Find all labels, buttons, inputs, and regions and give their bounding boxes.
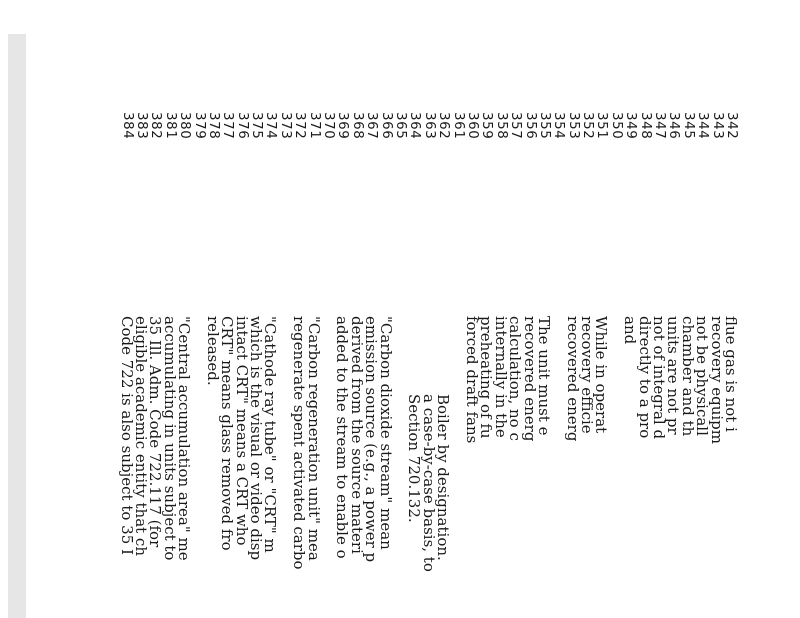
- line-number: 359: [479, 112, 495, 140]
- line-number: 375: [249, 112, 265, 140]
- line-number: 362: [436, 112, 452, 140]
- text-line: calculation, no c: [506, 316, 525, 441]
- line-number: 372: [292, 112, 308, 140]
- line-number: 346: [666, 112, 682, 140]
- text-line: forced draft fans: [462, 316, 481, 444]
- line-number: 343: [709, 112, 725, 140]
- line-number: 355: [536, 112, 552, 140]
- line-number: 379: [191, 112, 207, 140]
- line-number: 358: [493, 112, 509, 140]
- document-text-column: [119, 316, 738, 572]
- line-number: 344: [695, 112, 711, 140]
- text-line: derived from the source materi: [347, 316, 366, 554]
- text-line: internally in the: [491, 316, 510, 438]
- text-line: accumulating in units subject to: [160, 316, 179, 561]
- text-line: Section 720.132.: [405, 394, 424, 523]
- line-number: 360: [464, 112, 480, 140]
- line-number: 357: [508, 112, 524, 140]
- line-number: 382: [148, 112, 164, 140]
- line-number: 376: [234, 112, 250, 140]
- line-number: 351: [594, 112, 610, 140]
- text-line: added to the stream to enable o: [333, 316, 352, 559]
- text-line: a case-by-case basis, to: [419, 394, 438, 572]
- line-number: 353: [565, 112, 581, 140]
- line-number: 354: [551, 112, 567, 140]
- line-number: 381: [162, 112, 178, 140]
- text-line: "Carbon regeneration unit" mea: [304, 316, 323, 561]
- line-number-column: [119, 112, 738, 139]
- text-line: Code 722 is also subject to 35 I: [117, 316, 136, 555]
- line-number: 350: [608, 112, 624, 140]
- line-number: 352: [580, 112, 596, 140]
- text-line: CRT" means glass removed fro: [218, 316, 237, 551]
- text-line: chamber and th: [678, 316, 697, 437]
- text-line: recovery equipm: [707, 316, 726, 445]
- text-line: released.: [203, 316, 222, 386]
- line-number: 377: [220, 112, 236, 140]
- text-line: directly to a pro: [635, 316, 654, 439]
- text-line: preheating of fu: [477, 316, 496, 439]
- text-line: eligible academic entity that ch: [131, 316, 150, 556]
- line-number: 345: [680, 112, 696, 140]
- text-line: recovered energ: [563, 316, 582, 442]
- text-line: not of integral d: [650, 316, 669, 440]
- line-number: 348: [637, 112, 653, 140]
- line-number: 383: [133, 112, 149, 140]
- text-line: 35 Ill. Adm. Code 722.117 (for: [146, 316, 165, 548]
- text-line: Boiler by designation.: [434, 394, 453, 561]
- line-number: 370: [321, 112, 337, 140]
- line-number: 371: [306, 112, 322, 140]
- text-line: "Carbon dioxide stream" mean: [376, 316, 395, 550]
- text-line: not be physicall: [693, 316, 712, 436]
- line-number: 374: [263, 112, 279, 140]
- line-number: 361: [450, 112, 466, 140]
- line-number: 367: [364, 112, 380, 140]
- line-number: 363: [421, 112, 437, 140]
- line-number: 347: [652, 112, 668, 140]
- text-line: regenerate spent activated carbo: [290, 316, 309, 570]
- text-line: While in operat: [592, 316, 611, 434]
- line-number: 380: [177, 112, 193, 140]
- text-line: "Central accumulation area" me: [175, 316, 194, 561]
- line-number: 356: [522, 112, 538, 140]
- line-number: 373: [277, 112, 293, 140]
- text-line: which is the visual or video disp: [247, 316, 266, 561]
- line-number: 366: [378, 112, 394, 140]
- text-line: flue gas is not i: [722, 316, 740, 432]
- line-number: 349: [623, 112, 639, 140]
- line-number: 384: [119, 112, 135, 140]
- text-line: recovered energ: [520, 316, 539, 442]
- text-line: intact CRT" means a CRT who: [232, 316, 251, 546]
- text-line: The unit must e: [534, 316, 553, 436]
- text-line: and: [621, 316, 640, 345]
- text-line: emission source (e.g., a power p: [362, 316, 381, 563]
- text-line: "Cathode ray tube" or "CRT" m: [261, 316, 280, 553]
- line-number: 364: [407, 112, 423, 140]
- line-number: 368: [349, 112, 365, 140]
- text-line: [608, 316, 622, 572]
- line-number: 342: [724, 112, 739, 140]
- line-number: 365: [393, 112, 409, 140]
- line-number: 378: [205, 112, 221, 140]
- line-number: 369: [335, 112, 351, 140]
- text-line: recovery efficie: [578, 316, 597, 434]
- text-line: units are not pr: [664, 316, 683, 435]
